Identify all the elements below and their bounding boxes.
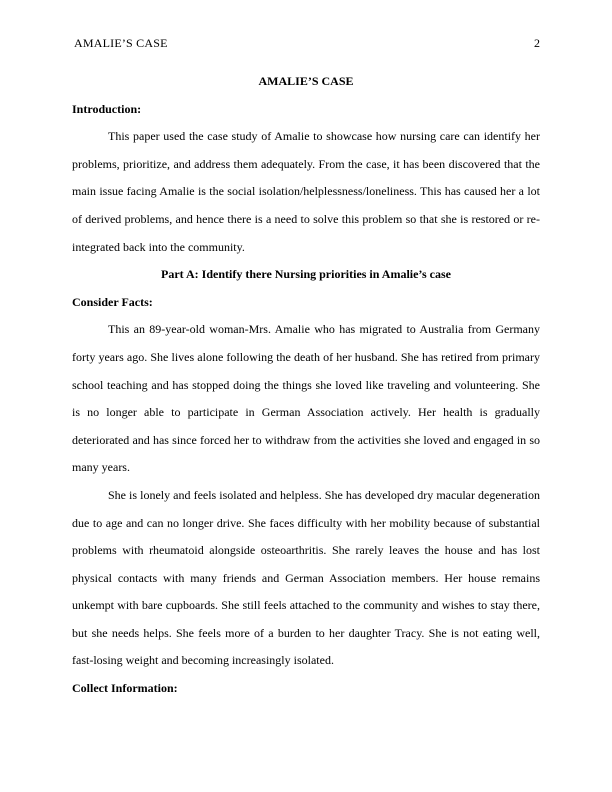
page-number: 2 (534, 36, 540, 50)
introduction-heading: Introduction: (72, 101, 142, 116)
document-body (72, 68, 540, 703)
running-head: AMALIE’S CASE (74, 36, 168, 50)
collect-information-heading: Collect Information: (72, 681, 178, 696)
part-a-heading: Part A: Identify there Nursing priorities in Amalie’s case (161, 267, 451, 282)
facts-paragraph-1: This an 89-year-old woman-Mrs. Amalie who has migrated to Australia from Germany forty years ago. She lives alone following the death of her husband. She has retired from primary school teaching and has stopped doing the things she loved like traveling and volunteering. She is no longer able to participate in German Association actively. Her health is gradually deteriorated and has since forced her to withdraw from the activities she loved and engaged in so many years. (72, 322, 540, 475)
document-title: AMALIE’S CASE (258, 74, 354, 88)
consider-facts-heading: Consider Facts: (72, 294, 153, 309)
introduction-paragraph: This paper used the case study of Amalie to showcase how nursing care can identify her problems, prioritize, and address them adequately. From the case, it has been discovered that the main issue facing Amalie is the social isolation/helplessness/loneliness. This has caused her a lot of derived problems, and hence there is a need to solve this problem so that she is restored or re-integrated back into the community. (72, 129, 540, 254)
facts-paragraph-2: She is lonely and feels isolated and helpless. She has developed dry macular degeneration due to age and can no longer drive. She faces difficulty with her mobility because of substantial problems with rheumatoid alongside osteoarthritis. She rarely leaves the house and has lost physical contacts with many friends and German Association members. Her house remains unkempt with bare cupboards. She still feels attached to the community and wishes to stay there, but she needs helps. She feels more of a burden to her daughter Tracy. She is not eating well, fast-losing weight and becoming increasingly isolated. (72, 487, 540, 668)
